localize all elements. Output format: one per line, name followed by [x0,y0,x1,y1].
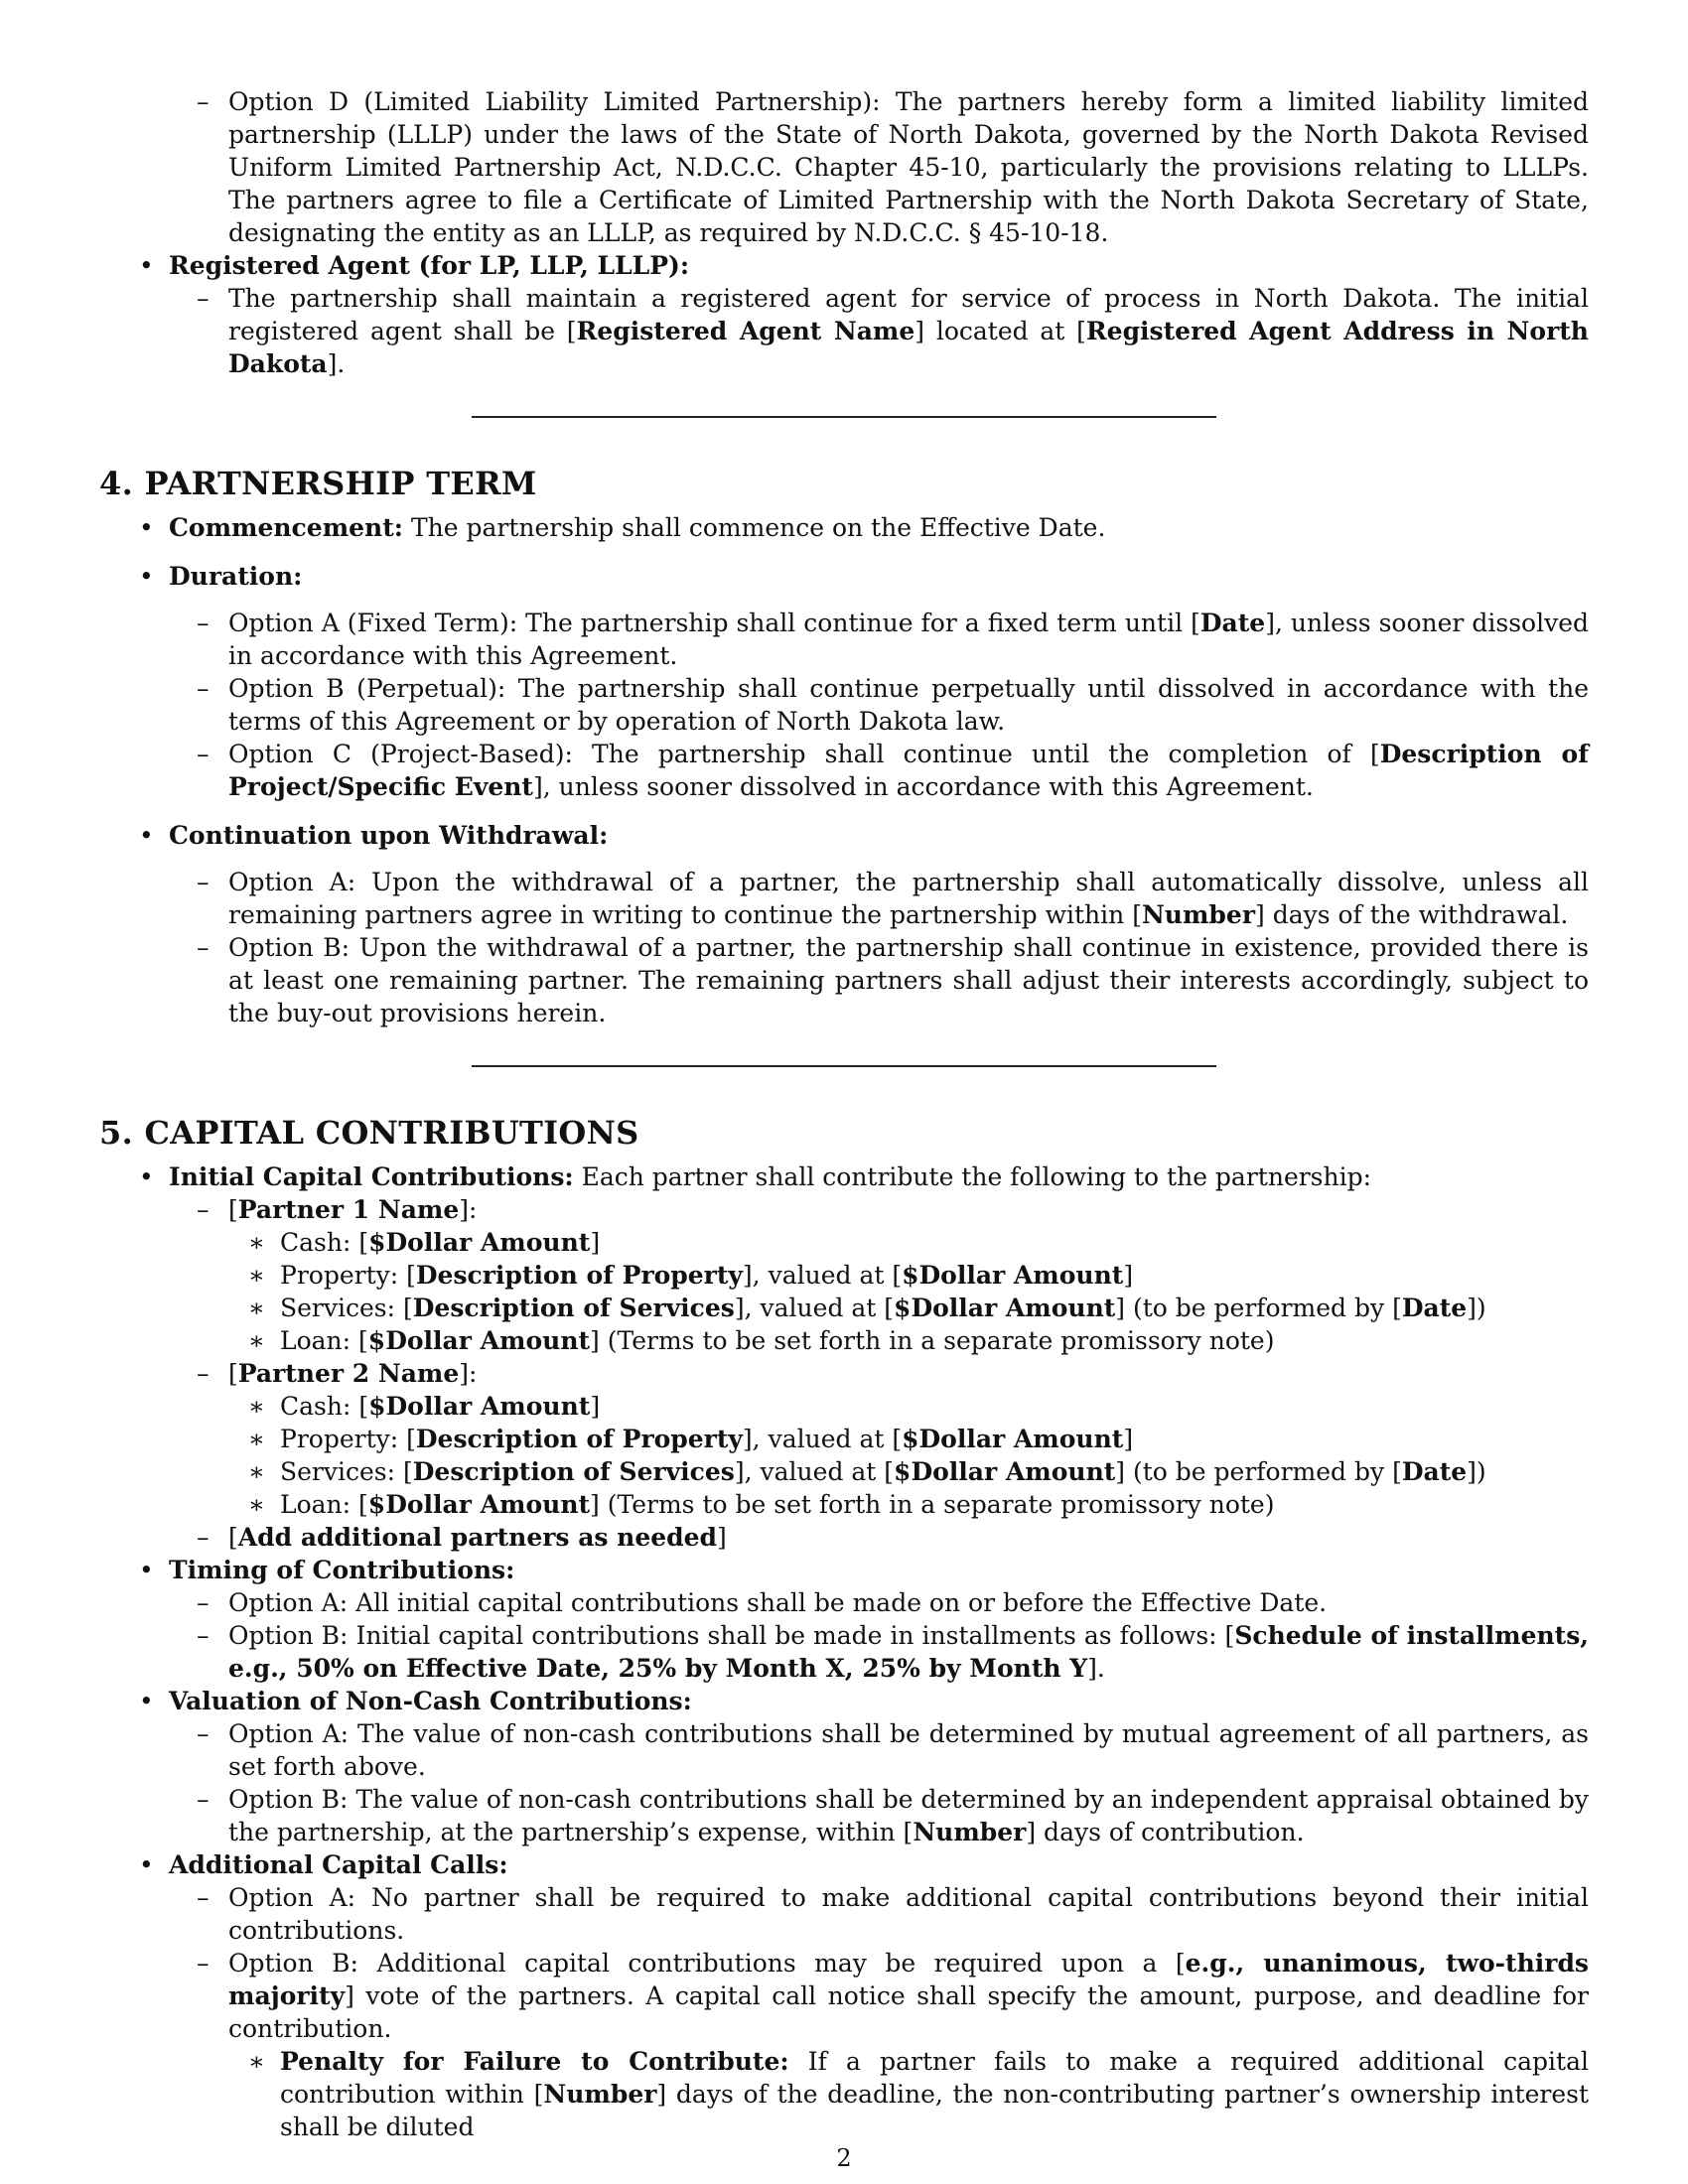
section-title-partnership-term: 4. PARTNERSHIP TERM [99,465,537,502]
text-run: Option B: Upon the withdrawal of a partner, the partnership shall continue in existence, provided there is at least one remaining partner. The remaining partners shall adjust their interests accordingly, subject to the buy-out provisions herein. [228,933,1589,1027]
registered-agent-text [99,282,1589,380]
timing-item [99,1554,1589,1586]
placeholder-amount: $Dollar Amount [367,1490,591,1519]
text-run: Cash: [ [280,1392,369,1421]
calls-option-a [99,1881,1589,1947]
continuation-option-a [99,866,1589,931]
penalty-item [99,2045,1589,2143]
text-run: ] (to be performed by [ [1115,1294,1402,1322]
partner-name: Partner 2 Name [237,1359,460,1388]
timing-option-b [99,1619,1589,1685]
placeholder-amount: $Dollar Amount [367,1326,591,1355]
duration-label: Duration: [169,562,303,591]
text-run: ] vote of the partners. A capital call notice shall specify the amount, purpose, and deadline for contribution. [228,1981,1589,2043]
timing-option-a [99,1586,1589,1619]
text-run: The partnership shall maintain a registered agent for service of process in North Dakota. The initial registered agent shall be [ [228,284,1589,345]
text-run: ] (Terms to be set forth in a separate promissory note) [590,1326,1275,1355]
page-number: 2 [836,2144,852,2172]
text-run: Option B (Perpetual): The partnership shall continue perpetually until dissolved in accordance with the terms of this Agreement or by operation of North Dakota law. [228,674,1589,736]
partner-2-property: ∗ Property: [Description of Property], valued at [$Dollar Amount] [99,1423,1589,1455]
placeholder-amount: $Dollar Amount [902,1425,1124,1453]
placeholder-services: Description of Services [412,1294,735,1322]
partner-1-heading: – [Partner 1 Name]: [99,1193,1589,1226]
placeholder-amount: $Dollar Amount [894,1294,1116,1322]
placeholder-amount: $Dollar Amount [902,1261,1124,1290]
document-body [99,85,1589,2143]
text-run: Option B: Initial capital contributions shall be made in installments as follows: [ [228,1621,1235,1650]
penalty-label: Penalty for Failure to Contribute: [280,2047,789,2076]
text-run: Option B: The value of non-cash contributions shall be determined by an independent appraisal obtained by the partnership, at the partnership’s expense, within [ [228,1785,1589,1846]
text-run: ], unless sooner dissolved in accordance with this Agreement. [228,609,1589,670]
duration-option-b [99,672,1589,738]
text-run: ] days of the deadline, the non-contributing partner’s ownership interest shall be diluted [280,2080,1589,2141]
placeholder-project: Description of Project/Specific Event [228,740,1589,801]
text-run: ] located at [ [914,317,1086,345]
duration-item [99,560,1589,593]
calls-option-b [99,1947,1589,2045]
text-run: ] days of the withdrawal. [1255,900,1569,929]
partner-2-cash: ∗ Cash: [$Dollar Amount] [99,1390,1589,1423]
valuation-option-b [99,1783,1589,1848]
capital-calls-item [99,1848,1589,1881]
text-run: ]. [327,349,346,378]
valuation-item [99,1685,1589,1717]
text-run: Option B: Additional capital contributions may be required upon a [ [228,1949,1186,1978]
continuation-option-b [99,931,1589,1029]
section-divider [472,1065,1216,1067]
partner-2-loan [99,1488,1589,1521]
text-run: Services: [ [280,1294,413,1322]
text-run: ] (Terms to be set forth in a separate promissory note) [590,1490,1275,1519]
commencement-text: The partnership shall commence on the Effective Date. [403,513,1106,542]
section-divider [472,416,1216,418]
text-run: ]) [1467,1457,1486,1486]
placeholder-agent-address: Registered Agent Address in North Dakota [228,317,1589,378]
text-run: Option A: The value of non-cash contributions shall be determined by mutual agreement of all partners, as set forth above. [228,1719,1589,1781]
placeholder-amount: $Dollar Amount [368,1392,591,1421]
duration-option-a [99,607,1589,672]
partner-2-services [99,1455,1589,1488]
partner-1-cash: ∗ Cash: [$Dollar Amount] [99,1226,1589,1259]
placeholder-date: Date [1401,1294,1468,1322]
placeholder-number: Number [543,2080,657,2109]
partner-1-property: ∗ Property: [Description of Property], valued at [$Dollar Amount] [99,1259,1589,1292]
placeholder-services: Description of Services [412,1457,735,1486]
placeholder-number: Number [1141,900,1255,929]
text-run: ], valued at [ [742,1261,903,1290]
placeholder-amount: $Dollar Amount [894,1457,1116,1486]
text-run: Cash: [ [280,1228,369,1257]
continuation-item [99,819,1589,852]
text-run: Property: [ [280,1261,416,1290]
text-run: Option A (Fixed Term): The partnership shall continue for a fixed term until [ [228,609,1200,637]
partner-1-services [99,1292,1589,1324]
text-run: ]) [1467,1294,1486,1322]
registered-agent-item [99,249,1589,282]
section-title-capital-contributions: 5. CAPITAL CONTRIBUTIONS [99,1114,639,1152]
add-partners-item: – [Add additional partners as needed] [99,1521,1589,1554]
text-run: Option A: No partner shall be required to make additional capital contributions beyond their initial contributions. [228,1883,1589,1945]
text-run: If a partner fails to make a required additional capital contribution within [ [280,2047,1589,2109]
text-run: Option C (Project-Based): The partnership shall continue until the completion of [ [228,740,1380,768]
partner-2-heading: – [Partner 2 Name]: [99,1357,1589,1390]
text-run: Option A: All initial capital contributions shall be made on or before the Effective Date. [228,1588,1328,1617]
timing-label: Timing of Contributions: [169,1556,515,1584]
text-run: ]. [1087,1654,1105,1683]
text-run: ], valued at [ [734,1457,895,1486]
initial-label: Initial Capital Contributions: [169,1162,574,1191]
placeholder-amount: $Dollar Amount [368,1228,591,1257]
placeholder-agent-name: Registered Agent Name [576,317,915,345]
calls-label: Additional Capital Calls: [169,1850,508,1879]
partner-1-loan [99,1324,1589,1357]
initial-text: Each partner shall contribute the following to the partnership: [573,1162,1372,1191]
duration-option-c [99,738,1589,803]
placeholder-add-partners: Add additional partners as needed [237,1523,718,1552]
text-run: ] days of contribution. [1026,1818,1305,1846]
placeholder-schedule: Schedule of installments, e.g., 50% on Effective Date, 25% by Month X, 25% by Month Y [228,1621,1589,1683]
option-d-llp [99,85,1589,249]
placeholder-date: Date [1199,609,1266,637]
partner-name: Partner 1 Name [237,1195,460,1224]
text-run: ], valued at [ [734,1294,895,1322]
commencement-item [99,511,1589,544]
placeholder-number: Number [913,1818,1027,1846]
registered-agent-heading: Registered Agent (for LP, LLP, LLLP): [169,251,690,280]
text-run: Loan: [ [280,1326,368,1355]
placeholder-property: Description of Property [415,1261,743,1290]
valuation-option-a [99,1717,1589,1783]
text-run: ], unless sooner dissolved in accordance with this Agreement. [532,772,1314,801]
text-run: Option A: Upon the withdrawal of a partner, the partnership shall automatically dissolve, unless all remaining partners agree in writing to continue the partnership within [ [228,868,1589,929]
text-run: Property: [ [280,1425,416,1453]
valuation-label: Valuation of Non-Cash Contributions: [169,1687,692,1715]
continuation-label: Continuation upon Withdrawal: [169,821,609,850]
text-run: Services: [ [280,1457,413,1486]
text-run: ], valued at [ [742,1425,903,1453]
text-run: ] (to be performed by [ [1115,1457,1402,1486]
text-run: Loan: [ [280,1490,368,1519]
initial-contributions-item [99,1160,1589,1193]
placeholder-vote: e.g., unanimous, two-thirds majority [228,1949,1590,2010]
placeholder-property: Description of Property [415,1425,743,1453]
placeholder-date: Date [1401,1457,1468,1486]
commencement-label: Commencement: [169,513,403,542]
option-d-text: Option D (Limited Liability Limited Partnership): The partners hereby form a limited liability limited partnership (LLLP) under the laws of the State of North Dakota, governed by the North Dakota Revised Uniform Limited Partnership Act, N.D.C.C. Chapter 45-10, particularly the provisions relating to LLLPs. The partners agree to file a Certificate of Limited Partnership with the North Dakota Secretary of State, designating the entity as an LLLP, as required by N.D.C.C. § 45-10-18. [228,87,1589,247]
